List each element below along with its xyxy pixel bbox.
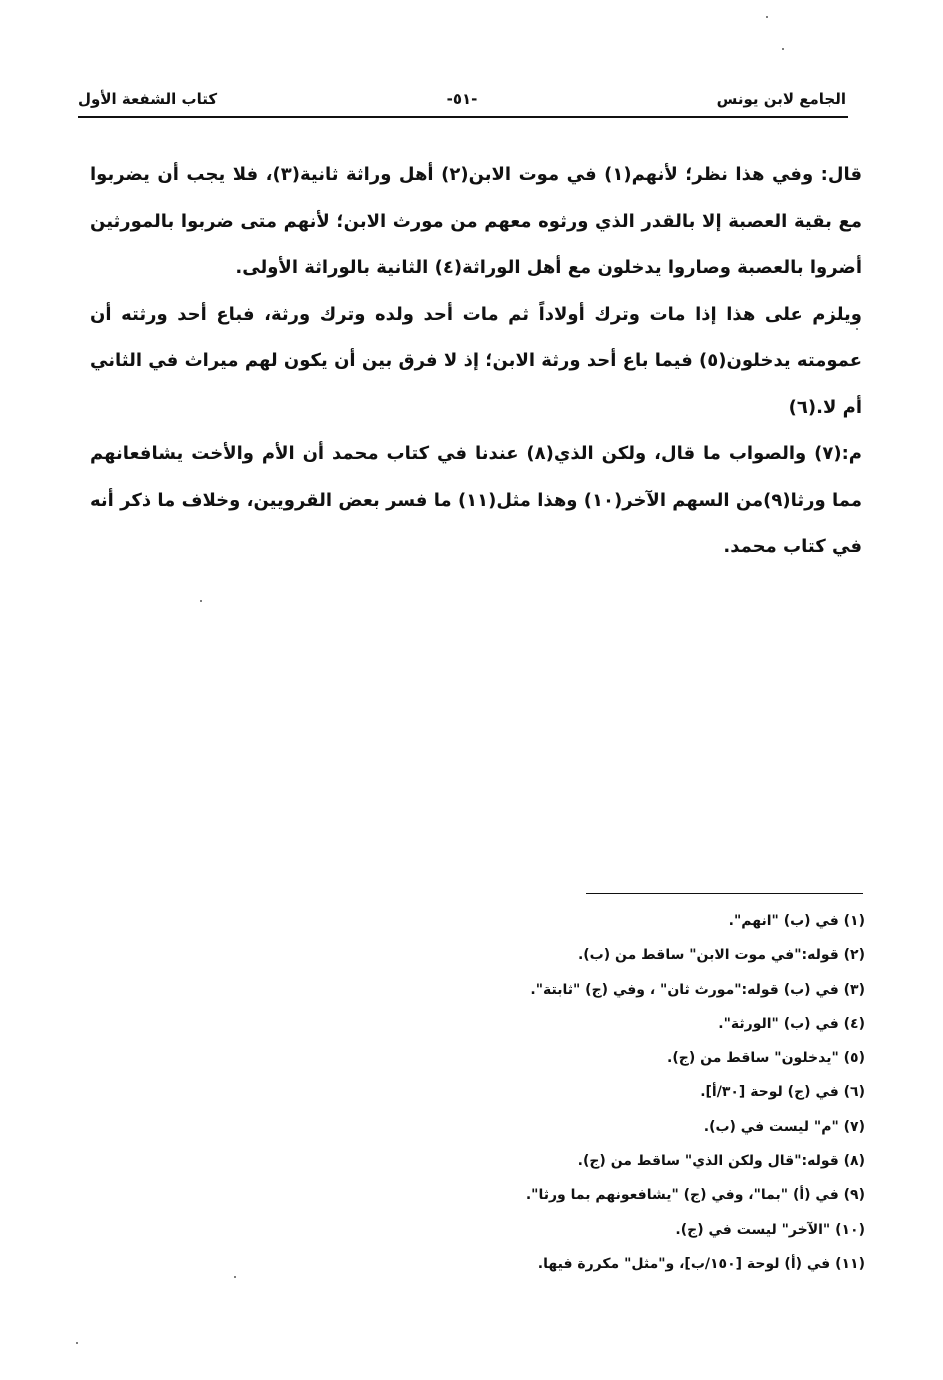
paragraph: م:(٧) والصواب ما قال، ولكن الذي(٨) عندنا في كتاب محمد أن الأم والأخت يشافعانهم مما ورثا(٩)من السهم الآخر(١٠) وهذا مثل(١١) ما فسر بعض القرويين، وخلاف ما ذكر أنه في كتاب محمد.	[90, 443, 862, 557]
footnote: (١٠) "الآخر" ليست في (ج).	[675, 1221, 865, 1238]
scan-speck	[766, 16, 768, 18]
footnotes-list	[365, 904, 865, 1281]
page-header	[78, 88, 846, 118]
footnote: (٦) في (ج) لوحة [٣٠/أ].	[700, 1084, 865, 1101]
footnote: (٨) قوله:"قال ولكن الذي" ساقط من (ج).	[577, 1153, 865, 1170]
book-title: الجامع لابن يونس	[716, 90, 846, 108]
footnote: (٧) "م" ليست في (ب).	[703, 1118, 865, 1135]
scan-speck	[782, 48, 784, 50]
scan-speck	[76, 1342, 78, 1344]
main-text	[90, 152, 862, 571]
scan-speck	[234, 1276, 236, 1278]
chapter-title: كتاب الشفعة الأول	[78, 90, 218, 108]
paragraph: ويلزم على هذا إذا مات وترك أولاداً ثم مات أحد ولده وترك ورثة، فباع أحد ورثته أن عمومته يدخلون(٥) فيما باع أحد ورثة الابن؛ إذ لا فرق بين أن يكون لهم ميراث في الثاني أم لا.(٦)	[90, 303, 862, 418]
footnote: (٥) "يدخلون" ساقط من (ج).	[667, 1050, 865, 1067]
footnote: (٤) في (ب) "الورثة".	[718, 1015, 865, 1032]
footnote: (٢) قوله:"في موت الابن" ساقط من (ب).	[577, 947, 865, 964]
scan-speck	[200, 600, 202, 602]
scan-speck	[856, 328, 858, 330]
paragraph: قال: وفي هذا نظر؛ لأنهم(١) في موت الابن(٢) أهل وراثة ثانية(٣)، فلا يجب أن يضربوا مع بقية العصبة إلا بالقدر الذي ورثوه معهم من مورث الابن؛ لأنهم متى ضربوا بالمورثين أضروا بالعصبة وصاروا يدخلون مع أهل الوراثة(٤) الثانية بالوراثة الأولى.	[90, 164, 862, 278]
page-number: -٥١-	[446, 90, 478, 108]
footnote-divider	[586, 893, 863, 894]
footnote: (١) في (ب) "انهم".	[728, 913, 865, 929]
header-divider	[78, 116, 848, 118]
footnote: (١١) في (أ) لوحة [١٥٠/ب]، و"مثل" مكررة فيها.	[537, 1255, 865, 1272]
footnote: (٣) في (ب) قوله:"مورث ثان" ، وفي (ج) "ثابتة".	[530, 981, 865, 998]
footnote: (٩) في (أ) "بما"، وفي (ج) "يشافعونهم بما ورثا".	[525, 1187, 865, 1204]
